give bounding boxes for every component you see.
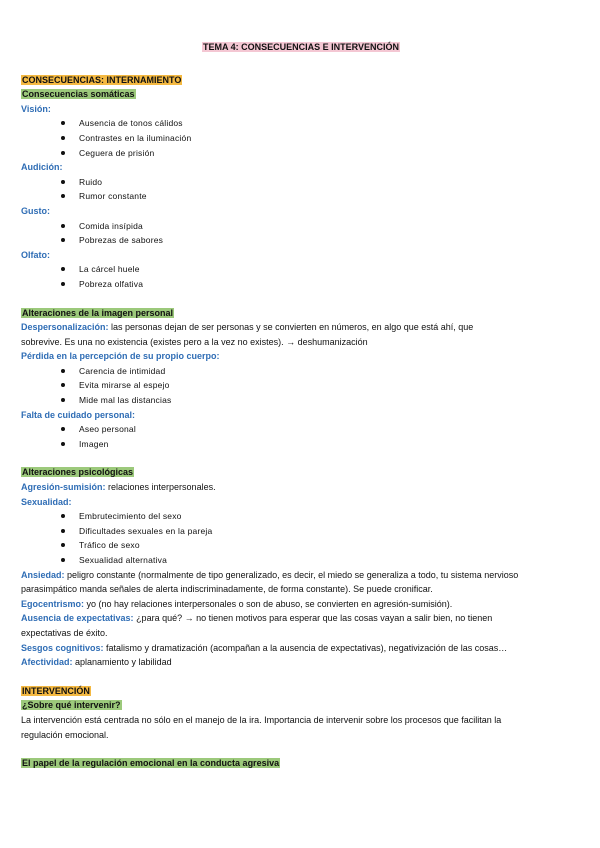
list-gusto xyxy=(21,219,581,248)
list-item: Dificultades sexuales en la pareja xyxy=(61,524,581,539)
list-item: Ruido xyxy=(61,175,581,190)
list-item: Carencia de intimidad xyxy=(61,364,581,379)
subheading-sobre-que: ¿Sobre qué intervenir? xyxy=(22,700,121,711)
paragraph-sesgos: Sesgos cognitivos: fatalismo y dramatización (acompañan a la ausencia de expectativas), negativización de las cosas… xyxy=(21,642,508,653)
subheading-imagen-personal: Alteraciones de la imagen personal xyxy=(22,307,174,318)
list-item: Ausencia de tonos cálidos xyxy=(61,116,581,131)
section-heading-intervencion: INTERVENCIÓN xyxy=(22,685,90,696)
list-vision xyxy=(21,116,581,160)
list-audicion xyxy=(21,175,581,204)
label-perdida: Pérdida en la percepción de su propio cuerpo: xyxy=(21,351,220,362)
paragraph-ansiedad-cont: parasimpático manda señales de alerta indiscriminadamente, de forma constante). Se puede cronificar. xyxy=(21,584,433,595)
subheading-somaticas: Consecuencias somáticas xyxy=(22,89,135,100)
list-item: Ceguera de prisión xyxy=(61,146,581,161)
list-item: Contrastes en la iluminación xyxy=(61,131,581,146)
subheading-psicologicas: Alteraciones psicológicas xyxy=(22,467,134,478)
label-gusto: Gusto: xyxy=(21,205,50,216)
list-item: Sexualidad alternativa xyxy=(61,553,581,568)
list-item: Rumor constante xyxy=(61,189,581,204)
list-item: La cárcel huele xyxy=(61,262,581,277)
paragraph-intervencion-cont: regulación emocional. xyxy=(21,729,109,740)
paragraph-ausencia: Ausencia de expectativas: ¿para qué? → no tienen motivos para esperar que las cosas vayan a salir bien, no tienen xyxy=(21,613,493,624)
list-perdida xyxy=(21,364,581,408)
label-audicion: Audición: xyxy=(21,162,63,173)
label-falta-cuidado: Falta de cuidado personal: xyxy=(21,409,136,420)
label-sexualidad: Sexualidad: xyxy=(21,496,72,507)
label-olfato: Olfato: xyxy=(21,249,50,260)
paragraph-egocentrismo: Egocentrismo: yo (no hay relaciones interpersonales o son de abuso, se convierten en agresión-sumisión). xyxy=(21,598,453,609)
list-falta-cuidado xyxy=(21,422,581,451)
paragraph-afectividad: Afectividad: aplanamiento y labilidad xyxy=(21,657,172,668)
paragraph-intervencion: La intervención está centrada no sólo en el manejo de la ira. Importancia de intervenir sobre los procesos que facilitan la xyxy=(21,714,502,725)
list-item: Pobrezas de sabores xyxy=(61,233,581,248)
list-item: Mide mal las distancias xyxy=(61,393,581,408)
paragraph-ansiedad: Ansiedad: peligro constante (normalmente de tipo generalizado, es decir, el miedo se generaliza a todo, tu sistema nervioso xyxy=(21,569,519,580)
title-row xyxy=(21,40,581,55)
section-heading-consecuencias: CONSECUENCIAS: INTERNAMIENTO xyxy=(22,74,182,85)
paragraph-despersonalizacion: Despersonalización: las personas dejan de ser personas y se convierten en números, en algo que está ahí, que xyxy=(21,322,474,333)
list-item: Evita mirarse al espejo xyxy=(61,378,581,393)
document-title: TEMA 4: CONSECUENCIAS E INTERVENCIÓN xyxy=(202,42,400,52)
list-sexualidad xyxy=(21,509,581,567)
label-vision: Visión: xyxy=(21,103,51,114)
list-item: Tráfico de sexo xyxy=(61,538,581,553)
paragraph-agresion: Agresión-sumisión: relaciones interpersonales. xyxy=(21,482,216,493)
paragraph-ausencia-cont: expectativas de éxito. xyxy=(21,627,108,638)
list-item: Imagen xyxy=(61,437,581,452)
list-item: Comida insípida xyxy=(61,219,581,234)
list-item: Pobreza olfativa xyxy=(61,277,581,292)
list-olfato xyxy=(21,262,581,291)
paragraph-despersonalizacion-cont: sobrevive. Es una no existencia (existes pero a la vez no existes). → deshumanización xyxy=(21,336,368,347)
list-item: Aseo personal xyxy=(61,422,581,437)
subheading-regulacion: El papel de la regulación emocional en la conducta agresiva xyxy=(22,758,280,769)
list-item: Embrutecimiento del sexo xyxy=(61,509,581,524)
